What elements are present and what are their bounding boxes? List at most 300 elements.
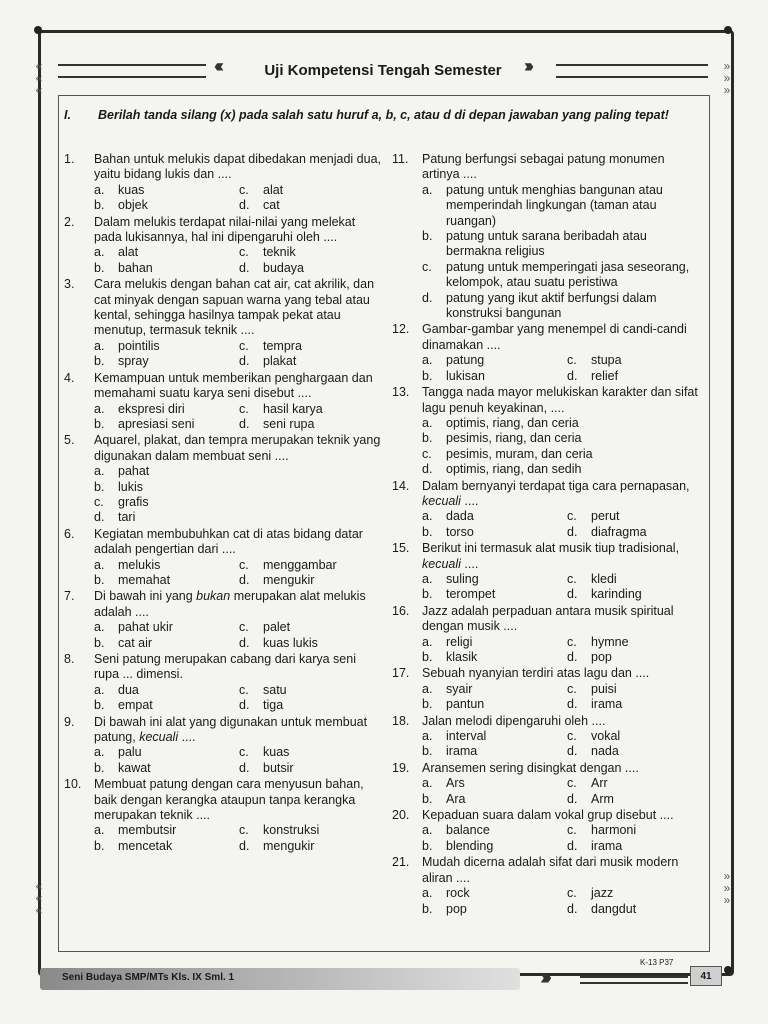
- option-letter: a.: [422, 353, 433, 368]
- options: [94, 683, 382, 714]
- option-text: stupa: [591, 353, 622, 368]
- option: [94, 245, 239, 260]
- right-ornament: » » »: [723, 59, 731, 97]
- option-letter: a.: [422, 823, 433, 838]
- option-letter: c.: [567, 634, 577, 649]
- option-text: pop: [446, 901, 467, 916]
- option: [239, 402, 382, 417]
- option: [94, 183, 239, 198]
- option: [239, 573, 382, 588]
- question-emphasis: kecuali: [139, 730, 179, 745]
- option: [567, 635, 704, 650]
- option: [567, 697, 704, 712]
- question: [64, 371, 382, 433]
- option-letter: b.: [94, 760, 105, 775]
- option: [422, 291, 704, 322]
- options: [422, 416, 704, 478]
- option: [94, 354, 239, 369]
- option-text: harmoni: [591, 823, 637, 838]
- title-rule-left: [58, 64, 206, 78]
- question-number: 16.: [392, 603, 410, 618]
- option: [422, 572, 567, 587]
- option-letter: c.: [567, 729, 577, 744]
- option-letter: a.: [94, 620, 105, 635]
- option-text: lukis: [118, 479, 144, 494]
- options: [94, 245, 382, 276]
- option: [239, 245, 382, 260]
- option-letter: d.: [94, 510, 105, 525]
- option: [94, 480, 382, 495]
- question-number: 13.: [392, 385, 410, 400]
- page-title: Uji Kompetensi Tengah Semester: [264, 61, 502, 79]
- option-letter: b.: [422, 838, 433, 853]
- option-text: lukisan: [446, 368, 485, 383]
- option-text: Arm: [591, 791, 614, 806]
- question-number: 10.: [64, 777, 82, 792]
- option-letter: a.: [422, 634, 433, 649]
- left-ornament: « « «: [35, 59, 43, 97]
- option-text: kledi: [591, 571, 617, 586]
- option-text: pop: [591, 650, 612, 664]
- option: [422, 416, 704, 431]
- option-text: alat: [118, 245, 139, 260]
- option: [94, 495, 382, 510]
- option-letter: b.: [94, 479, 105, 494]
- option-text: patung untuk menghias bangunan atau memperindah lingkungan (taman atau ruangan): [446, 182, 663, 228]
- option-text: spray: [118, 354, 149, 369]
- option-letter: b.: [422, 744, 433, 759]
- option-text: apresiasi seni: [118, 416, 195, 431]
- option: [422, 353, 567, 368]
- option-text: alat: [263, 182, 284, 197]
- question-number: 9.: [64, 714, 75, 729]
- option-letter: b.: [94, 416, 105, 431]
- option: [567, 682, 704, 697]
- question-text: Aquarel, plakat, dan tempra merupakan teknik yang digunakan dalam membuat seni ....: [94, 433, 381, 463]
- option-letter: a.: [422, 886, 433, 901]
- option-text: Ars: [446, 776, 465, 791]
- option-text: bahan: [118, 260, 153, 275]
- option: [239, 198, 382, 213]
- option-text: kuas: [263, 745, 290, 760]
- option-letter: b.: [422, 791, 433, 806]
- question-number: 19.: [392, 760, 410, 775]
- option-letter: b.: [94, 838, 105, 853]
- question: [392, 666, 704, 712]
- option-text: pointilis: [118, 338, 160, 353]
- question: [64, 652, 382, 714]
- option: [94, 417, 239, 432]
- options: [422, 635, 704, 666]
- option-text: patung untuk memperingati jasa seseorang, kelompok, atau suatu peristiwa: [446, 259, 690, 290]
- option-text: blending: [446, 838, 494, 853]
- option: [422, 792, 567, 807]
- option: [422, 886, 567, 901]
- option: [422, 776, 567, 791]
- option: [94, 339, 239, 354]
- options: [422, 682, 704, 713]
- option: [239, 698, 382, 713]
- option-letter: d.: [422, 462, 433, 477]
- option-letter: d.: [422, 290, 433, 305]
- option: [422, 229, 704, 260]
- option-text: dangdut: [591, 901, 637, 916]
- option-text: cat: [263, 198, 280, 213]
- chevron-left-icon: ‹‹‹: [214, 56, 220, 76]
- option: [239, 183, 382, 198]
- option-text: satu: [263, 682, 287, 697]
- question-number: 17.: [392, 666, 410, 681]
- option-letter: c.: [422, 446, 432, 461]
- option-text: diafragma: [591, 524, 647, 539]
- option: [94, 698, 239, 713]
- option-text: kuas: [118, 182, 145, 197]
- option-text: menggambar: [263, 557, 337, 572]
- option-text: konstruksi: [263, 823, 320, 838]
- question-text: Membuat patung dengan cara menyusun bahan, baik dengan kerangka ataupun tanpa kerangka merupakan teknik ....: [94, 777, 364, 823]
- options: [94, 620, 382, 651]
- option: [239, 683, 382, 698]
- option: [567, 572, 704, 587]
- option-letter: d.: [567, 838, 578, 853]
- question-text: Patung berfungsi sebagai patung monumen artinya ....: [422, 152, 665, 182]
- options: [94, 558, 382, 589]
- question-text: Dalam melukis terdapat nilai-nilai yang melekat pada lukisannya, hal ini dipengaruhi oleh ....: [94, 214, 356, 245]
- option-letter: b.: [94, 572, 105, 587]
- option: [239, 261, 382, 276]
- option: [422, 509, 567, 524]
- option: [422, 525, 567, 540]
- option-letter: b.: [422, 524, 433, 539]
- option-letter: a.: [94, 557, 105, 572]
- option: [94, 620, 239, 635]
- option-letter: a.: [422, 571, 433, 586]
- right-ornament: » » »: [723, 869, 731, 907]
- option-text: optimis, riang, dan ceria: [446, 415, 579, 430]
- question-text: Mudah dicerna adalah sifat dari musik modern aliran ....: [422, 855, 679, 885]
- option-text: patung: [446, 353, 485, 368]
- option-letter: b.: [422, 229, 433, 244]
- options: [422, 823, 704, 854]
- question-text: Kegiatan membubuhkan cat di atas bidang datar adalah pengertian dari ....: [94, 526, 363, 557]
- option: [94, 839, 239, 854]
- option-letter: d.: [567, 368, 578, 383]
- option-letter: a.: [94, 401, 105, 416]
- option: [94, 683, 239, 698]
- option: [422, 587, 567, 602]
- option-text: pahat: [118, 464, 150, 479]
- question-number: 4.: [64, 370, 75, 385]
- title-rule-right: [556, 64, 708, 78]
- option-letter: c.: [567, 509, 577, 524]
- option-text: tari: [118, 510, 136, 525]
- option: [567, 587, 704, 602]
- option: [94, 761, 239, 776]
- option-text: kuas lukis: [263, 635, 318, 650]
- option-letter: c.: [239, 620, 249, 635]
- option-letter: d.: [567, 901, 578, 916]
- options: [94, 183, 382, 214]
- option-letter: d.: [239, 198, 250, 213]
- option-text: syair: [446, 681, 473, 696]
- option-letter: c.: [239, 182, 249, 197]
- option: [567, 650, 704, 665]
- option-letter: c.: [239, 557, 249, 572]
- footer-book-title: Seni Budaya SMP/MTs Kls. IX Sml. 1: [62, 972, 235, 983]
- option: [567, 744, 704, 759]
- option-letter: b.: [422, 431, 433, 446]
- option-text: irama: [591, 697, 623, 712]
- option: [94, 558, 239, 573]
- option-text: suling: [446, 571, 479, 586]
- option-text: interval: [446, 729, 487, 744]
- option: [422, 682, 567, 697]
- option: [567, 729, 704, 744]
- option: [422, 462, 704, 477]
- option-letter: d.: [567, 587, 578, 602]
- question-text: Dalam bernyanyi terdapat tiga cara pernapasan, kecuali ....: [422, 478, 690, 508]
- option: [422, 369, 567, 384]
- option-letter: d.: [239, 698, 250, 713]
- option-letter: c.: [567, 681, 577, 696]
- option-text: balance: [446, 823, 490, 838]
- option-letter: d.: [567, 524, 578, 539]
- options: [422, 776, 704, 807]
- option: [422, 260, 704, 291]
- option-letter: c.: [567, 353, 577, 368]
- instruction-text: Berilah tanda silang (x) pada salah satu huruf a, b, c, atau d di depan jawaban yang paling tepat!: [98, 108, 669, 122]
- option-text: Ara: [446, 791, 466, 806]
- question-text: Bahan untuk melukis dapat dibedakan menjadi dua, yaitu bidang lukis dan ....: [94, 152, 382, 182]
- option-letter: c.: [422, 259, 432, 274]
- option: [239, 354, 382, 369]
- question: [64, 715, 382, 777]
- option-text: religi: [446, 634, 473, 649]
- question-number: 11.: [392, 152, 409, 166]
- option-text: hymne: [591, 634, 629, 649]
- question: [392, 714, 704, 760]
- option-letter: a.: [94, 464, 105, 479]
- question-text: Seni patung merupakan cabang dari karya seni rupa ... dimensi.: [94, 652, 356, 682]
- option-text: melukis: [118, 557, 161, 572]
- option-text: dua: [118, 682, 139, 697]
- option: [94, 198, 239, 213]
- corner-dot: [724, 26, 732, 34]
- option-letter: a.: [94, 823, 105, 838]
- question-number: 7.: [64, 589, 75, 604]
- option-text: palet: [263, 620, 291, 635]
- option: [94, 745, 239, 760]
- option-text: terompet: [446, 587, 496, 602]
- options: [422, 509, 704, 540]
- question-text: Kemampuan untuk memberikan penghargaan dan memahami suatu karya seni disebut ....: [94, 370, 373, 401]
- options: [422, 572, 704, 603]
- chevron-right-icon: ›››: [524, 56, 530, 76]
- option: [239, 620, 382, 635]
- option-text: patung untuk sarana beribadah atau bermakna religius: [446, 229, 647, 259]
- options: [422, 183, 704, 322]
- option: [567, 776, 704, 791]
- option-text: membutsir: [118, 823, 177, 838]
- option: [94, 402, 239, 417]
- option: [567, 509, 704, 524]
- option: [422, 744, 567, 759]
- option: [422, 183, 704, 229]
- option-letter: c.: [567, 776, 577, 791]
- question-text: Di bawah ini yang bukan merupakan alat melukis adalah ....: [94, 589, 366, 619]
- option-letter: c.: [239, 338, 249, 353]
- question: [392, 761, 704, 807]
- option-text: palu: [118, 745, 142, 760]
- option: [94, 261, 239, 276]
- left-ornament: « « «: [35, 879, 43, 917]
- questions-right-column: [392, 152, 704, 918]
- option-text: objek: [118, 198, 148, 213]
- footer: [40, 958, 730, 994]
- option-letter: d.: [567, 697, 578, 712]
- options: [422, 886, 704, 917]
- option-text: memahat: [118, 572, 171, 587]
- option-letter: b.: [94, 354, 105, 369]
- options: [94, 823, 382, 854]
- option: [422, 839, 567, 854]
- chevron-right-icon: ›››: [540, 964, 547, 989]
- question: [64, 527, 382, 589]
- option: [567, 353, 704, 368]
- options: [94, 745, 382, 776]
- option-letter: b.: [94, 635, 105, 650]
- option-letter: d.: [239, 838, 250, 853]
- option-text: Arr: [591, 776, 608, 791]
- option-letter: a.: [94, 245, 105, 260]
- option: [567, 525, 704, 540]
- option-letter: b.: [422, 368, 433, 383]
- option: [422, 697, 567, 712]
- option-letter: a.: [94, 682, 105, 697]
- option: [422, 823, 567, 838]
- question-number: 12.: [392, 322, 410, 337]
- options: [422, 353, 704, 384]
- option-letter: a.: [94, 745, 105, 760]
- option-letter: c.: [239, 401, 249, 416]
- option-text: patung yang ikut aktif berfungsi dalam konstruksi bangunan: [446, 290, 657, 321]
- option-text: puisi: [591, 681, 617, 696]
- question-number: 14.: [392, 478, 410, 493]
- option-letter: c.: [239, 245, 249, 260]
- question: [64, 777, 382, 854]
- option-text: mengukir: [263, 838, 315, 853]
- option-letter: b.: [422, 697, 433, 712]
- option: [94, 636, 239, 651]
- option-letter: a.: [422, 509, 433, 524]
- option: [239, 823, 382, 838]
- question-text: Jalan melodi dipengaruhi oleh ....: [422, 713, 606, 728]
- option-text: mencetak: [118, 838, 173, 853]
- question-text: Jazz adalah perpaduan antara musik spiritual dengan musik ....: [422, 603, 674, 634]
- page-number: 41: [690, 966, 722, 986]
- option: [567, 839, 704, 854]
- option-text: pesimis, muram, dan ceria: [446, 446, 593, 461]
- option-text: empat: [118, 698, 153, 713]
- option-text: jazz: [591, 886, 614, 901]
- option-text: perut: [591, 509, 620, 524]
- option-letter: d.: [239, 260, 250, 275]
- option-text: optimis, riang, dan sedih: [446, 462, 582, 477]
- option: [239, 839, 382, 854]
- question-text: Berikut ini termasuk alat musik tiup tradisional, kecuali ....: [422, 541, 680, 571]
- option: [422, 902, 567, 917]
- option-text: pahat ukir: [118, 620, 173, 635]
- option-text: tempra: [263, 338, 302, 353]
- footer-code: K-13 P37: [640, 958, 674, 967]
- footer-rule: [580, 976, 688, 984]
- question-number: 5.: [64, 433, 75, 448]
- option-letter: c.: [567, 886, 577, 901]
- corner-dot: [34, 26, 42, 34]
- option-letter: d.: [567, 744, 578, 759]
- question: [64, 589, 382, 651]
- option-text: teknik: [263, 245, 296, 260]
- question-number: 6.: [64, 526, 75, 541]
- option-text: hasil karya: [263, 401, 323, 416]
- option: [567, 792, 704, 807]
- option-text: rock: [446, 886, 470, 901]
- option-text: pantun: [446, 697, 485, 712]
- question: [392, 479, 704, 541]
- question-text: Cara melukis dengan bahan cat air, cat akrilik, dan cat minyak dengan sapuan warna yang tebal atau kental, sehingga hasilnya tampak pekat atau menutup, termasuk teknik ....: [94, 277, 375, 338]
- option-letter: d.: [567, 650, 578, 664]
- options: [422, 729, 704, 760]
- option-letter: a.: [422, 729, 433, 744]
- option: [422, 729, 567, 744]
- question: [392, 604, 704, 666]
- option: [94, 823, 239, 838]
- question-text: Sebuah nyanyian terdiri atas lagu dan ....: [422, 666, 650, 681]
- option-text: vokal: [591, 729, 621, 744]
- option-letter: b.: [94, 260, 105, 275]
- option-text: cat air: [118, 635, 153, 650]
- question: [392, 855, 704, 917]
- option-text: dada: [446, 509, 474, 524]
- option-letter: c.: [567, 571, 577, 586]
- option: [94, 464, 382, 479]
- option-text: pesimis, riang, dan ceria: [446, 431, 582, 446]
- option-text: grafis: [118, 494, 149, 509]
- options: [94, 402, 382, 433]
- option-letter: d.: [239, 354, 250, 369]
- option-text: irama: [591, 838, 623, 853]
- question: [392, 385, 704, 477]
- option: [422, 447, 704, 462]
- question-number: 1.: [64, 152, 75, 166]
- option-letter: a.: [422, 681, 433, 696]
- option-text: kawat: [118, 760, 151, 775]
- question: [392, 322, 704, 384]
- option: [239, 761, 382, 776]
- option: [239, 417, 382, 432]
- option-letter: b.: [94, 198, 105, 213]
- option-letter: a.: [422, 776, 433, 791]
- option-letter: b.: [94, 698, 105, 713]
- option: [567, 886, 704, 901]
- option-letter: c.: [239, 823, 249, 838]
- options: [94, 464, 382, 526]
- option: [239, 558, 382, 573]
- option: [567, 823, 704, 838]
- option: [422, 635, 567, 650]
- question-text: Tangga nada mayor melukiskan karakter dan sifat lagu penuh keyakinan, ....: [422, 385, 698, 415]
- option-letter: b.: [422, 650, 433, 664]
